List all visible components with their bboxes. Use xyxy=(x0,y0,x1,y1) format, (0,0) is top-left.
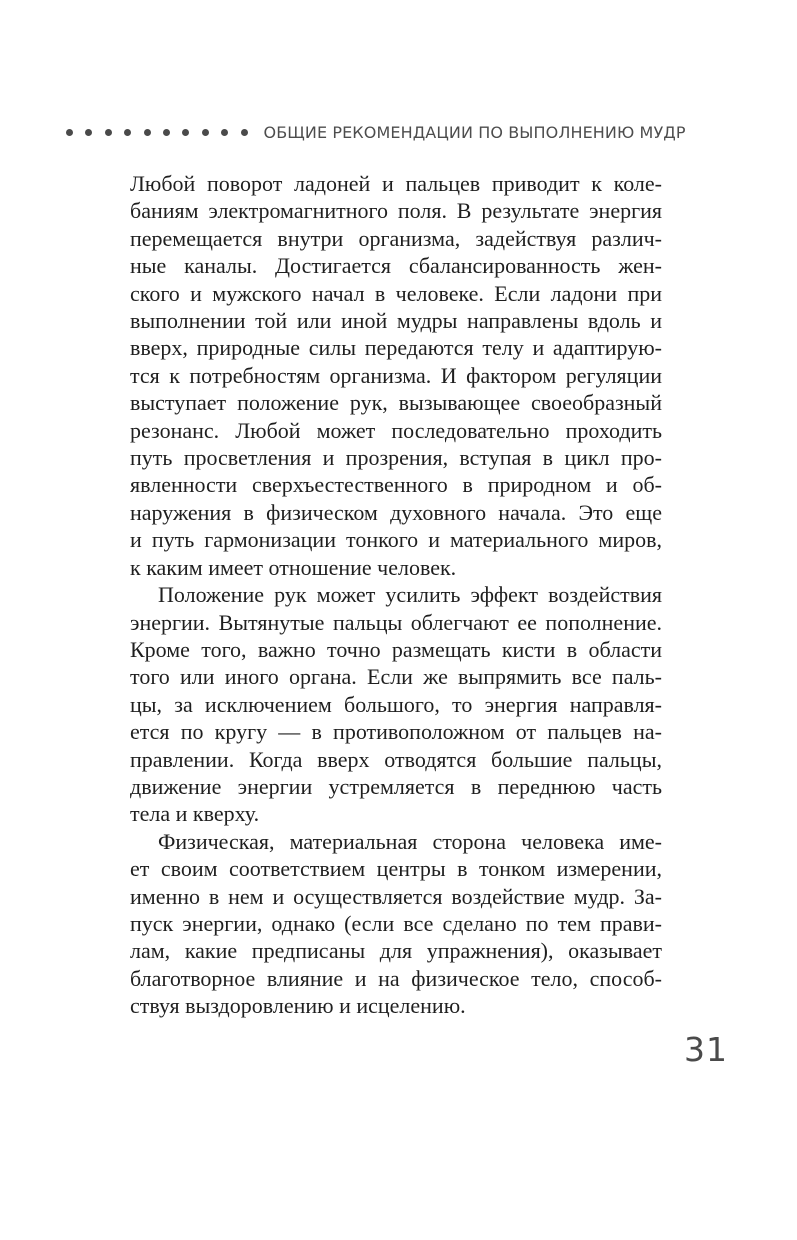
text-line: именно в нем и осуществляется воздействие мудр. За- xyxy=(130,883,662,909)
header-dot xyxy=(105,129,112,136)
header-dot xyxy=(144,129,151,136)
running-head xyxy=(66,120,746,144)
text-line: цы, за исключением большого, то энергия направля- xyxy=(130,691,662,717)
text-line: энергии. Вытянутые пальцы облегчают ее пополнение. xyxy=(130,609,662,635)
header-dot xyxy=(124,129,131,136)
body-text xyxy=(130,170,662,1020)
text-line: тся к потребностям организма. И фактором регуляции xyxy=(130,362,662,388)
paragraph xyxy=(130,581,662,828)
text-line: правлении. Когда вверх отводятся большие пальцы, xyxy=(130,746,662,772)
text-line: выступает положение рук, вызывающее своеобразный xyxy=(130,390,662,416)
text-line: того или иного органа. Если же выпрямить все паль- xyxy=(130,664,662,690)
text-line: явленности сверхъестественного в природном и об- xyxy=(130,472,662,498)
header-title: ОБЩИЕ РЕКОМЕНДАЦИИ ПО ВЫПОЛНЕНИЮ МУДР xyxy=(263,122,686,142)
header-dot xyxy=(221,129,228,136)
text-line: вверх, природные силы передаются телу и адаптирую- xyxy=(130,335,662,361)
text-line: перемещается внутри организма, задействуя различ- xyxy=(130,225,662,251)
header-dot xyxy=(85,129,92,136)
header-dots xyxy=(66,129,264,136)
text-line: выполнении той или иной мудры направлены вдоль и xyxy=(130,308,662,334)
text-line: ет своим соответствием центры в тонком измерении, xyxy=(130,856,662,882)
text-line: к каким имеет отношение человек. xyxy=(130,554,457,580)
header-dot xyxy=(202,129,209,136)
paragraph xyxy=(130,828,662,1020)
text-line: Положение рук может усилить эффект воздействия xyxy=(158,582,662,608)
header-dot xyxy=(66,129,73,136)
text-line: ется по кругу — в противоположном от пальцев на- xyxy=(130,719,662,745)
text-line: ствуя выздоровлению и исцелению. xyxy=(130,993,466,1019)
header-dot xyxy=(182,129,189,136)
text-line: Кроме того, важно точно размещать кисти в области xyxy=(130,636,662,662)
text-line: резонанс. Любой может последовательно проходить xyxy=(130,417,662,443)
text-line: ные каналы. Достигается сбалансированность жен- xyxy=(130,253,662,279)
text-line: движение энергии устремляется в переднюю часть xyxy=(130,773,662,799)
text-line: лам, какие предписаны для упражнения), оказывает xyxy=(130,938,662,964)
page-number: 31 xyxy=(684,1030,728,1069)
text-line: и путь гармонизации тонкого и материального миров, xyxy=(130,527,662,553)
text-line: ского и мужского начал в человеке. Если ладони при xyxy=(130,280,662,306)
text-line: наружения в физическом духовного начала. Это еще xyxy=(130,499,662,525)
text-line: путь просветления и прозрения, вступая в цикл про- xyxy=(130,445,662,471)
text-line: Физическая, материальная сторона человека име- xyxy=(158,828,662,854)
text-line: тела и кверху. xyxy=(130,801,260,827)
paragraph xyxy=(130,170,662,581)
text-line: пуск энергии, однако (если все сделано по тем прави- xyxy=(130,910,662,936)
text-line: баниям электромагнитного поля. В результате энергия xyxy=(130,198,662,224)
text-line: благотворное влияние и на физическое тело, способ- xyxy=(130,965,662,991)
text-line: Любой поворот ладоней и пальцев приводит к коле- xyxy=(130,171,662,196)
header-dot xyxy=(163,129,170,136)
header-dot xyxy=(241,129,248,136)
